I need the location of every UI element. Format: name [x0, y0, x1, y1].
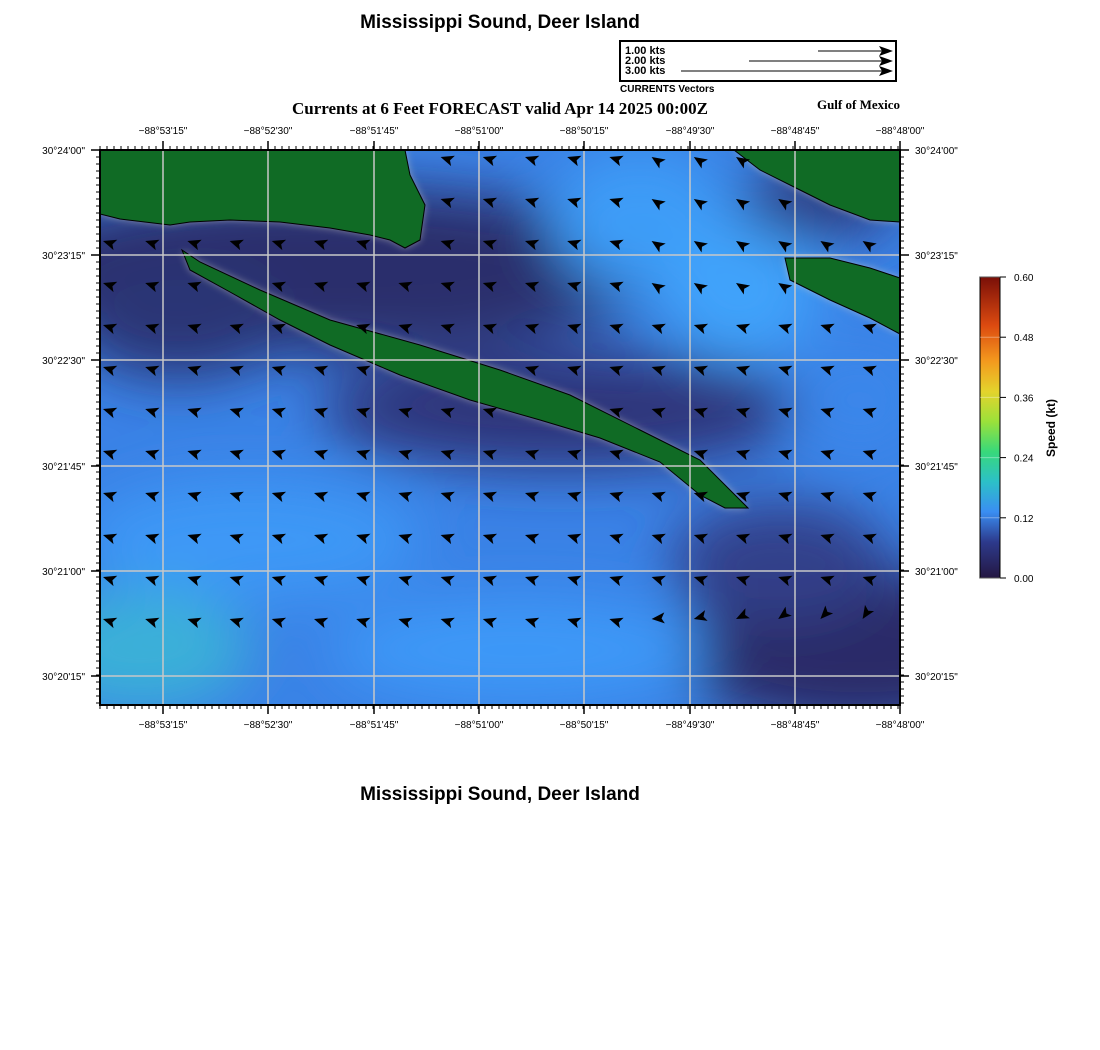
- lat-label-right: 30°23'15": [915, 251, 958, 262]
- lon-label-top: −88°49'30": [665, 126, 715, 137]
- map-subtitle: Currents at 6 Feet FORECAST valid Apr 14 2025 00:00Z: [291, 99, 709, 118]
- legend-caption: CURRENTS Vectors: [620, 84, 715, 95]
- lat-label-left: 30°20'15": [42, 672, 85, 683]
- lat-label-left: 30°22'30": [42, 356, 85, 367]
- colorbar-tick-label: 0.48: [1014, 333, 1034, 345]
- lon-label-top: −88°53'15": [138, 126, 188, 137]
- lon-label-top: −88°50'15": [559, 126, 609, 137]
- lon-label-top: −88°48'45": [770, 126, 820, 137]
- map-title: Mississippi Sound, Deer Island: [360, 12, 640, 33]
- legend-row-2: 2.00 kts: [625, 55, 666, 67]
- colorbar-tick-label: 0.24: [1014, 453, 1034, 465]
- lat-label-left: 30°21'45": [42, 462, 85, 473]
- colorbar-tick-label: 0.36: [1014, 393, 1034, 405]
- lon-label-bottom: −88°51'00": [454, 720, 504, 731]
- legend-row-3: 3.00 kts: [625, 65, 666, 77]
- lon-label-bottom: −88°53'15": [138, 720, 188, 731]
- lon-label-top: −88°48'00": [875, 126, 925, 137]
- lon-label-bottom: −88°50'15": [559, 720, 609, 731]
- region-label: Gulf of Mexico: [816, 97, 900, 112]
- colorbar-tick-label: 0.12: [1014, 513, 1034, 525]
- colorbar-title: Speed (kt): [1044, 398, 1058, 458]
- legend-row-1: 1.00 kts: [625, 45, 666, 57]
- footer-title: Mississippi Sound, Deer Island: [360, 784, 640, 805]
- lat-label-right: 30°24'00": [915, 146, 958, 157]
- lon-label-bottom: −88°52'30": [243, 720, 293, 731]
- lon-label-top: −88°51'00": [454, 126, 504, 137]
- lat-label-right: 30°21'00": [915, 567, 958, 578]
- lon-label-top: −88°52'30": [243, 126, 293, 137]
- lat-label-right: 30°22'30": [915, 356, 958, 367]
- colorbar-tick-label: 0.60: [1014, 273, 1034, 284]
- lon-label-bottom: −88°51'45": [349, 720, 399, 731]
- lon-label-bottom: −88°48'00": [875, 720, 925, 731]
- colorbar-tick-label: 0.00: [1014, 574, 1034, 585]
- lon-label-bottom: −88°49'30": [665, 720, 715, 731]
- lon-label-top: −88°51'45": [349, 126, 399, 137]
- speed-field: [0, 150, 1050, 730]
- colorbar: [980, 277, 1000, 578]
- lon-label-bottom: −88°48'45": [770, 720, 820, 731]
- lat-label-left: 30°23'15": [42, 251, 85, 262]
- lat-label-right: 30°20'15": [915, 672, 958, 683]
- lat-label-left: 30°24'00": [42, 146, 85, 157]
- lat-label-right: 30°21'45": [915, 462, 958, 473]
- lat-label-left: 30°21'00": [42, 567, 85, 578]
